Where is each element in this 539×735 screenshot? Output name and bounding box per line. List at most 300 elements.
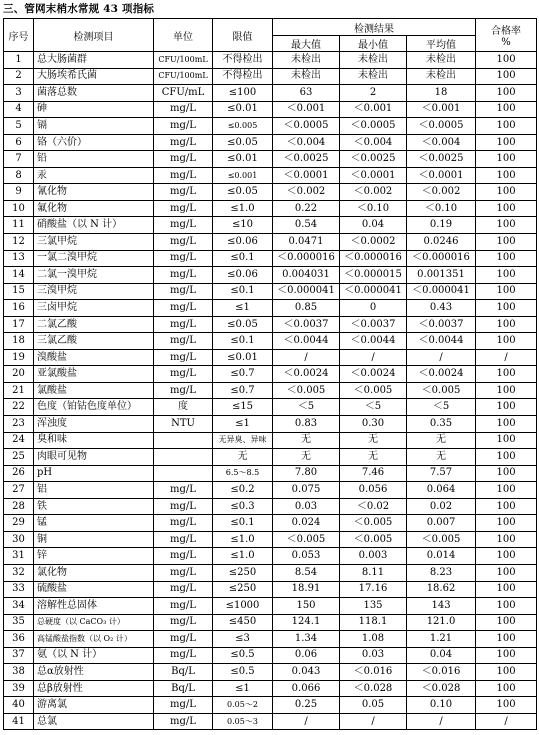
cell-min: 0.04 bbox=[340, 217, 407, 234]
cell-unit: mg/L bbox=[154, 101, 213, 118]
cell-limit: ≤0.1 bbox=[213, 333, 273, 350]
cell-avg: ＜0.000016 bbox=[407, 250, 476, 267]
cell-limit: ≤1.0 bbox=[213, 548, 273, 565]
cell-pass-rate: 100 bbox=[476, 449, 537, 466]
cell-max: 未检出 bbox=[273, 52, 340, 69]
cell-unit: mg/L bbox=[154, 184, 213, 201]
table-row bbox=[4, 515, 537, 532]
cell-unit bbox=[154, 432, 213, 449]
cell-limit: ≤0.5 bbox=[213, 647, 273, 664]
table-row bbox=[4, 151, 537, 168]
cell-pass-rate: 100 bbox=[476, 531, 537, 548]
table-row bbox=[4, 416, 537, 433]
cell-min: ＜0.002 bbox=[340, 184, 407, 201]
cell-max: ＜0.005 bbox=[273, 382, 340, 399]
cell-min: 2 bbox=[340, 85, 407, 102]
cell-item: 铝 bbox=[34, 482, 154, 499]
cell-min: 0.056 bbox=[340, 482, 407, 499]
cell-limit: ≤15 bbox=[213, 399, 273, 416]
table-row bbox=[4, 349, 537, 366]
cell-item: 三卤甲烷 bbox=[34, 300, 154, 317]
cell-min: 1.08 bbox=[340, 631, 407, 648]
cell-max: ＜0.0044 bbox=[273, 333, 340, 350]
cell-unit: CFU/mL bbox=[154, 85, 213, 102]
cell-item: 总氯 bbox=[34, 713, 154, 730]
cell-unit: Bq/L bbox=[154, 680, 213, 697]
cell-limit: ≤0.3 bbox=[213, 498, 273, 515]
cell-no: 21 bbox=[4, 382, 34, 399]
cell-limit: ≤0.01 bbox=[213, 101, 273, 118]
cell-min: ＜0.001 bbox=[340, 101, 407, 118]
cell-min: ＜0.000015 bbox=[340, 267, 407, 284]
cell-avg: 0.001351 bbox=[407, 267, 476, 284]
cell-avg: ＜0.016 bbox=[407, 664, 476, 681]
cell-min: 118.1 bbox=[340, 614, 407, 631]
cell-max: 0.06 bbox=[273, 647, 340, 664]
header-pass-line2: % bbox=[501, 37, 511, 48]
table-row bbox=[4, 564, 537, 581]
cell-avg: 8.23 bbox=[407, 564, 476, 581]
cell-max: 8.54 bbox=[273, 564, 340, 581]
cell-min: ＜5 bbox=[340, 399, 407, 416]
cell-no: 40 bbox=[4, 697, 34, 714]
cell-unit: mg/L bbox=[154, 647, 213, 664]
cell-no: 23 bbox=[4, 416, 34, 433]
header-result: 检测结果 bbox=[273, 19, 476, 36]
cell-item: 硫酸盐 bbox=[34, 581, 154, 598]
table-row bbox=[4, 680, 537, 697]
cell-min: ＜0.0044 bbox=[340, 333, 407, 350]
cell-avg: 1.21 bbox=[407, 631, 476, 648]
cell-item: 总α放射性 bbox=[34, 664, 154, 681]
cell-pass-rate: 100 bbox=[476, 200, 537, 217]
table-row bbox=[4, 167, 537, 184]
cell-unit: mg/L bbox=[154, 366, 213, 383]
table-row bbox=[4, 399, 537, 416]
table-row bbox=[4, 713, 537, 730]
cell-no: 18 bbox=[4, 333, 34, 350]
cell-item: 铜 bbox=[34, 531, 154, 548]
cell-pass-rate: 100 bbox=[476, 283, 537, 300]
cell-pass-rate: 100 bbox=[476, 697, 537, 714]
cell-limit: ≤0.1 bbox=[213, 250, 273, 267]
cell-pass-rate: 100 bbox=[476, 250, 537, 267]
cell-limit: ≤1 bbox=[213, 680, 273, 697]
cell-item: 二氯一溴甲烷 bbox=[34, 267, 154, 284]
cell-limit: ≤100 bbox=[213, 85, 273, 102]
cell-max: ＜0.0005 bbox=[273, 118, 340, 135]
cell-avg: ＜0.004 bbox=[407, 134, 476, 151]
cell-min: ＜0.0025 bbox=[340, 151, 407, 168]
cell-min: 0.30 bbox=[340, 416, 407, 433]
table-row bbox=[4, 316, 537, 333]
cell-avg: ＜0.0025 bbox=[407, 151, 476, 168]
cell-limit: 6.5～8.5 bbox=[213, 465, 273, 482]
cell-item: 氟化物 bbox=[34, 200, 154, 217]
cell-limit: ≤0.06 bbox=[213, 267, 273, 284]
cell-max: 0.0471 bbox=[273, 234, 340, 251]
cell-unit: mg/L bbox=[154, 134, 213, 151]
cell-limit: ≤0.7 bbox=[213, 366, 273, 383]
cell-pass-rate: 100 bbox=[476, 134, 537, 151]
cell-no: 38 bbox=[4, 664, 34, 681]
cell-avg: ＜0.0005 bbox=[407, 118, 476, 135]
cell-max: 0.075 bbox=[273, 482, 340, 499]
cell-pass-rate: 100 bbox=[476, 647, 537, 664]
cell-pass-rate: 100 bbox=[476, 664, 537, 681]
cell-max: 0.024 bbox=[273, 515, 340, 532]
cell-item: 三氯甲烷 bbox=[34, 234, 154, 251]
header-avg: 平均值 bbox=[407, 36, 476, 52]
cell-min: ＜0.0001 bbox=[340, 167, 407, 184]
cell-min: ＜0.005 bbox=[340, 531, 407, 548]
cell-unit: mg/L bbox=[154, 697, 213, 714]
cell-unit: mg/L bbox=[154, 217, 213, 234]
cell-avg: / bbox=[407, 349, 476, 366]
cell-max: / bbox=[273, 713, 340, 730]
cell-pass-rate: 100 bbox=[476, 515, 537, 532]
cell-no: 27 bbox=[4, 482, 34, 499]
cell-min: 17.16 bbox=[340, 581, 407, 598]
cell-min: ＜0.016 bbox=[340, 664, 407, 681]
cell-unit: mg/L bbox=[154, 300, 213, 317]
cell-item: 锰 bbox=[34, 515, 154, 532]
cell-min: ＜0.004 bbox=[340, 134, 407, 151]
cell-unit: mg/L bbox=[154, 349, 213, 366]
cell-min: 0.003 bbox=[340, 548, 407, 565]
cell-max: 0.85 bbox=[273, 300, 340, 317]
table-row bbox=[4, 531, 537, 548]
cell-max: 0.043 bbox=[273, 664, 340, 681]
cell-min: / bbox=[340, 713, 407, 730]
cell-avg: 7.57 bbox=[407, 465, 476, 482]
cell-no: 34 bbox=[4, 598, 34, 615]
table-row bbox=[4, 614, 537, 631]
cell-unit bbox=[154, 449, 213, 466]
cell-pass-rate: 100 bbox=[476, 416, 537, 433]
cell-unit: mg/L bbox=[154, 250, 213, 267]
cell-pass-rate: 100 bbox=[476, 680, 537, 697]
header-item: 检测项目 bbox=[34, 19, 154, 52]
cell-max: ＜0.002 bbox=[273, 184, 340, 201]
cell-pass-rate: 100 bbox=[476, 184, 537, 201]
cell-item: 砷 bbox=[34, 101, 154, 118]
cell-no: 2 bbox=[4, 68, 34, 85]
cell-no: 33 bbox=[4, 581, 34, 598]
cell-item: 硝酸盐（以 N 计） bbox=[34, 217, 154, 234]
cell-pass-rate: 100 bbox=[476, 366, 537, 383]
cell-min: 未检出 bbox=[340, 52, 407, 69]
cell-unit: mg/L bbox=[154, 234, 213, 251]
cell-pass-rate: / bbox=[476, 349, 537, 366]
cell-min: 135 bbox=[340, 598, 407, 615]
table-row bbox=[4, 382, 537, 399]
table-row bbox=[4, 217, 537, 234]
cell-no: 31 bbox=[4, 548, 34, 565]
cell-unit: mg/L bbox=[154, 598, 213, 615]
cell-avg: ＜0.0001 bbox=[407, 167, 476, 184]
cell-no: 6 bbox=[4, 134, 34, 151]
cell-no: 10 bbox=[4, 200, 34, 217]
cell-limit: 不得检出 bbox=[213, 52, 273, 69]
cell-avg: ＜0.028 bbox=[407, 680, 476, 697]
cell-max: ＜0.005 bbox=[273, 531, 340, 548]
cell-unit: mg/L bbox=[154, 151, 213, 168]
cell-unit: mg/L bbox=[154, 482, 213, 499]
cell-avg: ＜0.0037 bbox=[407, 316, 476, 333]
cell-min: 未检出 bbox=[340, 68, 407, 85]
cell-max: 未检出 bbox=[273, 68, 340, 85]
table-row bbox=[4, 118, 537, 135]
cell-min: 无 bbox=[340, 432, 407, 449]
cell-unit: CFU/100mL bbox=[154, 68, 213, 85]
cell-avg: 0.19 bbox=[407, 217, 476, 234]
cell-no: 5 bbox=[4, 118, 34, 135]
cell-limit: ≤1 bbox=[213, 416, 273, 433]
cell-no: 36 bbox=[4, 631, 34, 648]
cell-pass-rate: 100 bbox=[476, 399, 537, 416]
cell-limit: ≤0.06 bbox=[213, 234, 273, 251]
cell-item: 二氯乙酸 bbox=[34, 316, 154, 333]
cell-no: 4 bbox=[4, 101, 34, 118]
cell-limit: ≤250 bbox=[213, 564, 273, 581]
cell-no: 17 bbox=[4, 316, 34, 333]
cell-max: 无 bbox=[273, 449, 340, 466]
cell-max: ＜0.000041 bbox=[273, 283, 340, 300]
cell-no: 15 bbox=[4, 283, 34, 300]
cell-min: 0.05 bbox=[340, 697, 407, 714]
cell-min: ＜0.005 bbox=[340, 515, 407, 532]
cell-unit: mg/L bbox=[154, 333, 213, 350]
water-quality-table bbox=[3, 18, 537, 730]
cell-avg: ＜0.0024 bbox=[407, 366, 476, 383]
cell-pass-rate: 100 bbox=[476, 316, 537, 333]
cell-pass-rate: 100 bbox=[476, 581, 537, 598]
cell-pass-rate: 100 bbox=[476, 85, 537, 102]
cell-item: 氯化物 bbox=[34, 564, 154, 581]
cell-avg: / bbox=[407, 713, 476, 730]
cell-no: 14 bbox=[4, 267, 34, 284]
cell-unit: 度 bbox=[154, 399, 213, 416]
cell-no: 41 bbox=[4, 713, 34, 730]
cell-min: 0.03 bbox=[340, 647, 407, 664]
cell-item: 总硬度（以 CaCO₃ 计） bbox=[34, 614, 154, 631]
cell-limit: ≤1.0 bbox=[213, 200, 273, 217]
header-pass-line1: 合格率 bbox=[491, 26, 522, 37]
table-row bbox=[4, 234, 537, 251]
cell-max: 0.22 bbox=[273, 200, 340, 217]
table-row bbox=[4, 581, 537, 598]
cell-item: 色度（铂钴色度单位） bbox=[34, 399, 154, 416]
cell-min: ＜0.10 bbox=[340, 200, 407, 217]
cell-limit: ≤1000 bbox=[213, 598, 273, 615]
cell-limit: ≤450 bbox=[213, 614, 273, 631]
cell-unit: mg/L bbox=[154, 118, 213, 135]
cell-item: 氯酸盐 bbox=[34, 382, 154, 399]
cell-item: 一氯二溴甲烷 bbox=[34, 250, 154, 267]
cell-limit: ≤0.05 bbox=[213, 134, 273, 151]
cell-item: 铁 bbox=[34, 498, 154, 515]
header-pass-rate bbox=[476, 19, 537, 52]
cell-limit: 0.05～3 bbox=[213, 713, 273, 730]
cell-min: ＜0.000016 bbox=[340, 250, 407, 267]
cell-item: 汞 bbox=[34, 167, 154, 184]
cell-pass-rate: 100 bbox=[476, 101, 537, 118]
cell-no: 37 bbox=[4, 647, 34, 664]
cell-pass-rate: / bbox=[476, 713, 537, 730]
table-row bbox=[4, 52, 537, 69]
cell-min: ＜0.000041 bbox=[340, 283, 407, 300]
cell-max: / bbox=[273, 349, 340, 366]
cell-avg: 18 bbox=[407, 85, 476, 102]
cell-limit: ≤250 bbox=[213, 581, 273, 598]
table-row bbox=[4, 101, 537, 118]
cell-unit: mg/L bbox=[154, 713, 213, 730]
cell-pass-rate: 100 bbox=[476, 267, 537, 284]
table-row bbox=[4, 333, 537, 350]
cell-max: ＜0.000016 bbox=[273, 250, 340, 267]
cell-avg: ＜0.001 bbox=[407, 101, 476, 118]
table-row bbox=[4, 631, 537, 648]
cell-limit: ≤3 bbox=[213, 631, 273, 648]
cell-no: 28 bbox=[4, 498, 34, 515]
cell-unit: mg/L bbox=[154, 531, 213, 548]
header-min: 最小值 bbox=[340, 36, 407, 52]
cell-max: 1.34 bbox=[273, 631, 340, 648]
cell-unit: mg/L bbox=[154, 515, 213, 532]
cell-max: ＜0.004 bbox=[273, 134, 340, 151]
cell-item: 三溴甲烷 bbox=[34, 283, 154, 300]
cell-avg: 无 bbox=[407, 432, 476, 449]
table-row bbox=[4, 548, 537, 565]
cell-item: 亚氯酸盐 bbox=[34, 366, 154, 383]
cell-no: 12 bbox=[4, 234, 34, 251]
cell-item: 高锰酸盐指数（以 O₂ 计） bbox=[34, 631, 154, 648]
cell-avg: ＜0.10 bbox=[407, 200, 476, 217]
cell-avg: ＜0.005 bbox=[407, 382, 476, 399]
cell-item: pH bbox=[34, 465, 154, 482]
cell-avg: 0.04 bbox=[407, 647, 476, 664]
cell-item: 锌 bbox=[34, 548, 154, 565]
cell-avg: 0.10 bbox=[407, 697, 476, 714]
cell-item: 溶解性总固体 bbox=[34, 598, 154, 615]
cell-max: 0.25 bbox=[273, 697, 340, 714]
cell-no: 30 bbox=[4, 531, 34, 548]
cell-item: 铬（六价） bbox=[34, 134, 154, 151]
table-row bbox=[4, 300, 537, 317]
cell-max: 0.053 bbox=[273, 548, 340, 565]
cell-pass-rate: 100 bbox=[476, 52, 537, 69]
cell-item: 氨（以 N 计） bbox=[34, 647, 154, 664]
cell-min: ＜0.0024 bbox=[340, 366, 407, 383]
cell-min: ＜0.0037 bbox=[340, 316, 407, 333]
cell-max: ＜0.0037 bbox=[273, 316, 340, 333]
cell-no: 7 bbox=[4, 151, 34, 168]
cell-pass-rate: 100 bbox=[476, 614, 537, 631]
table-row bbox=[4, 366, 537, 383]
table-row bbox=[4, 498, 537, 515]
table-row bbox=[4, 482, 537, 499]
cell-min: ＜0.0005 bbox=[340, 118, 407, 135]
cell-unit: mg/L bbox=[154, 548, 213, 565]
header-limit: 限值 bbox=[213, 19, 273, 52]
cell-pass-rate: 100 bbox=[476, 432, 537, 449]
cell-no: 8 bbox=[4, 167, 34, 184]
cell-avg: 121.0 bbox=[407, 614, 476, 631]
table-row bbox=[4, 664, 537, 681]
cell-avg: 18.62 bbox=[407, 581, 476, 598]
cell-no: 20 bbox=[4, 366, 34, 383]
cell-pass-rate: 100 bbox=[476, 118, 537, 135]
cell-min: ＜0.0002 bbox=[340, 234, 407, 251]
cell-unit: NTU bbox=[154, 416, 213, 433]
cell-max: ＜0.0025 bbox=[273, 151, 340, 168]
cell-item: 铅 bbox=[34, 151, 154, 168]
header-unit: 单位 bbox=[154, 19, 213, 52]
cell-avg: ＜5 bbox=[407, 399, 476, 416]
cell-unit bbox=[154, 465, 213, 482]
cell-unit: mg/L bbox=[154, 382, 213, 399]
cell-item: 大肠埃希氏菌 bbox=[34, 68, 154, 85]
table-row bbox=[4, 598, 537, 615]
cell-limit: ≤0.05 bbox=[213, 316, 273, 333]
cell-limit: ≤0.1 bbox=[213, 515, 273, 532]
table-row bbox=[4, 697, 537, 714]
cell-no: 19 bbox=[4, 349, 34, 366]
cell-item: 总β放射性 bbox=[34, 680, 154, 697]
cell-max: 无 bbox=[273, 432, 340, 449]
cell-min: 无 bbox=[340, 449, 407, 466]
cell-pass-rate: 100 bbox=[476, 598, 537, 615]
cell-item: 菌落总数 bbox=[34, 85, 154, 102]
cell-max: 124.1 bbox=[273, 614, 340, 631]
cell-pass-rate: 100 bbox=[476, 548, 537, 565]
cell-item: 浑浊度 bbox=[34, 416, 154, 433]
cell-limit: ≤0.001 bbox=[213, 167, 273, 184]
cell-limit: ≤1 bbox=[213, 300, 273, 317]
cell-pass-rate: 100 bbox=[476, 465, 537, 482]
cell-unit: mg/L bbox=[154, 283, 213, 300]
cell-limit: ≤0.005 bbox=[213, 118, 273, 135]
cell-avg: 无 bbox=[407, 449, 476, 466]
cell-limit: 无异臭、异味 bbox=[213, 432, 273, 449]
cell-min: 8.11 bbox=[340, 564, 407, 581]
cell-limit: 不得检出 bbox=[213, 68, 273, 85]
cell-pass-rate: 100 bbox=[476, 498, 537, 515]
cell-min: / bbox=[340, 349, 407, 366]
header-no: 序号 bbox=[4, 19, 34, 52]
cell-unit: mg/L bbox=[154, 498, 213, 515]
cell-min: 0 bbox=[340, 300, 407, 317]
cell-max: 7.80 bbox=[273, 465, 340, 482]
cell-max: ＜0.001 bbox=[273, 101, 340, 118]
cell-limit: ≤0.5 bbox=[213, 664, 273, 681]
cell-no: 11 bbox=[4, 217, 34, 234]
cell-limit: ≤0.7 bbox=[213, 382, 273, 399]
table-row bbox=[4, 134, 537, 151]
cell-unit: mg/L bbox=[154, 564, 213, 581]
cell-avg: ＜0.002 bbox=[407, 184, 476, 201]
cell-item: 镉 bbox=[34, 118, 154, 135]
cell-item: 游离氯 bbox=[34, 697, 154, 714]
cell-min: 7.46 bbox=[340, 465, 407, 482]
cell-no: 24 bbox=[4, 432, 34, 449]
table-row bbox=[4, 647, 537, 664]
cell-limit: 无 bbox=[213, 449, 273, 466]
cell-limit: ≤0.01 bbox=[213, 349, 273, 366]
cell-unit: mg/L bbox=[154, 614, 213, 631]
cell-unit: mg/L bbox=[154, 267, 213, 284]
